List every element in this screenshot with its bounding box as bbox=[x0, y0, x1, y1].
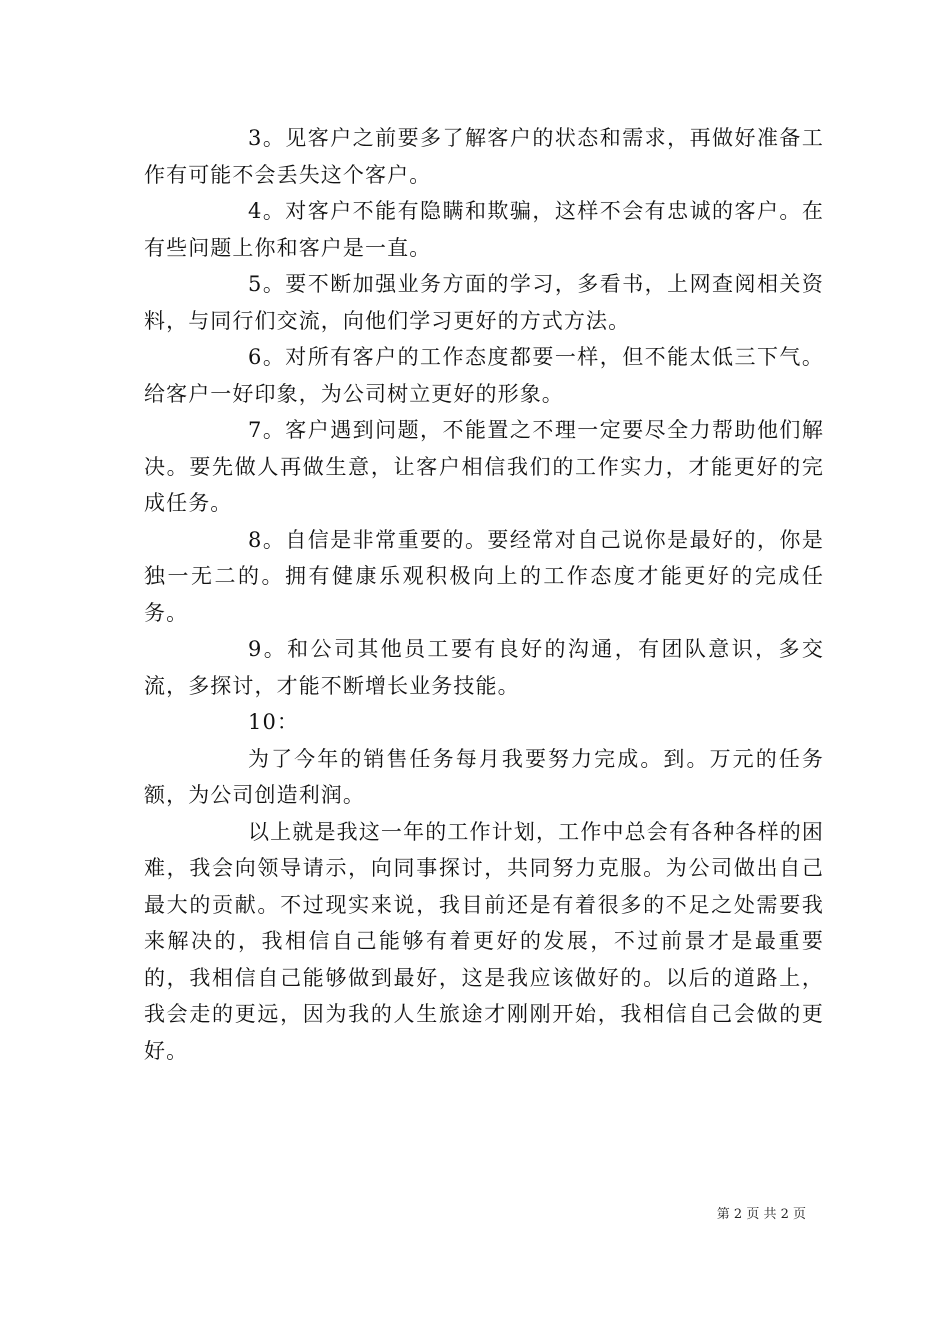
page-number-footer: 第 2 页 共 2 页 bbox=[716, 1207, 806, 1222]
paragraph-item-8: 8。自信是非常重要的。要经常对自己说你是最好的，你是独一无二的。拥有健康乐观积极向上的工作态度才能更好的完成任务。 bbox=[144, 527, 824, 625]
document-body bbox=[144, 120, 824, 1069]
paragraph-conclusion: 以上就是我这一年的工作计划，工作中总会有各种各样的困难，我会向领导请示，向同事探讨，共同努力克服。为公司做出自己最大的贡献。不过现实来说，我目前还是有着很多的不足之处需要我来解决的，我相信自己能够有着更好的发展，不过前景才是最重要的，我相信自己能够做到最好，这是我应该做好的。以后的道路上，我会走的更远，因为我的人生旅途才刚刚开始，我相信自己会做的更好。 bbox=[144, 819, 824, 1063]
paragraph-item-6: 6。对所有客户的工作态度都要一样，但不能太低三下气。给客户一好印象，为公司树立更好的形象。 bbox=[144, 345, 824, 406]
paragraph-item-5: 5。要不断加强业务方面的学习，多看书，上网查阅相关资料，与同行们交流，向他们学习更好的方式方法。 bbox=[144, 272, 824, 333]
paragraph-item-10: 10： bbox=[248, 710, 300, 734]
paragraph-item-7: 7。客户遇到问题，不能置之不理一定要尽全力帮助他们解决。要先做人再做生意，让客户相信我们的工作实力，才能更好的完成任务。 bbox=[144, 418, 824, 515]
paragraph-sales-target: 为了今年的销售任务每月我要努力完成。到。万元的任务额，为公司创造利润。 bbox=[144, 746, 824, 807]
paragraph-item-4: 4。对客户不能有隐瞒和欺骗，这样不会有忠诚的客户。在有些问题上你和客户是一直。 bbox=[144, 199, 824, 260]
paragraph-item-3: 3。见客户之前要多了解客户的状态和需求，再做好准备工作有可能不会丢失这个客户。 bbox=[144, 126, 824, 187]
paragraph-item-9: 9。和公司其他员工要有良好的沟通，有团队意识，多交流，多探讨，才能不断增长业务技能。 bbox=[144, 637, 824, 698]
